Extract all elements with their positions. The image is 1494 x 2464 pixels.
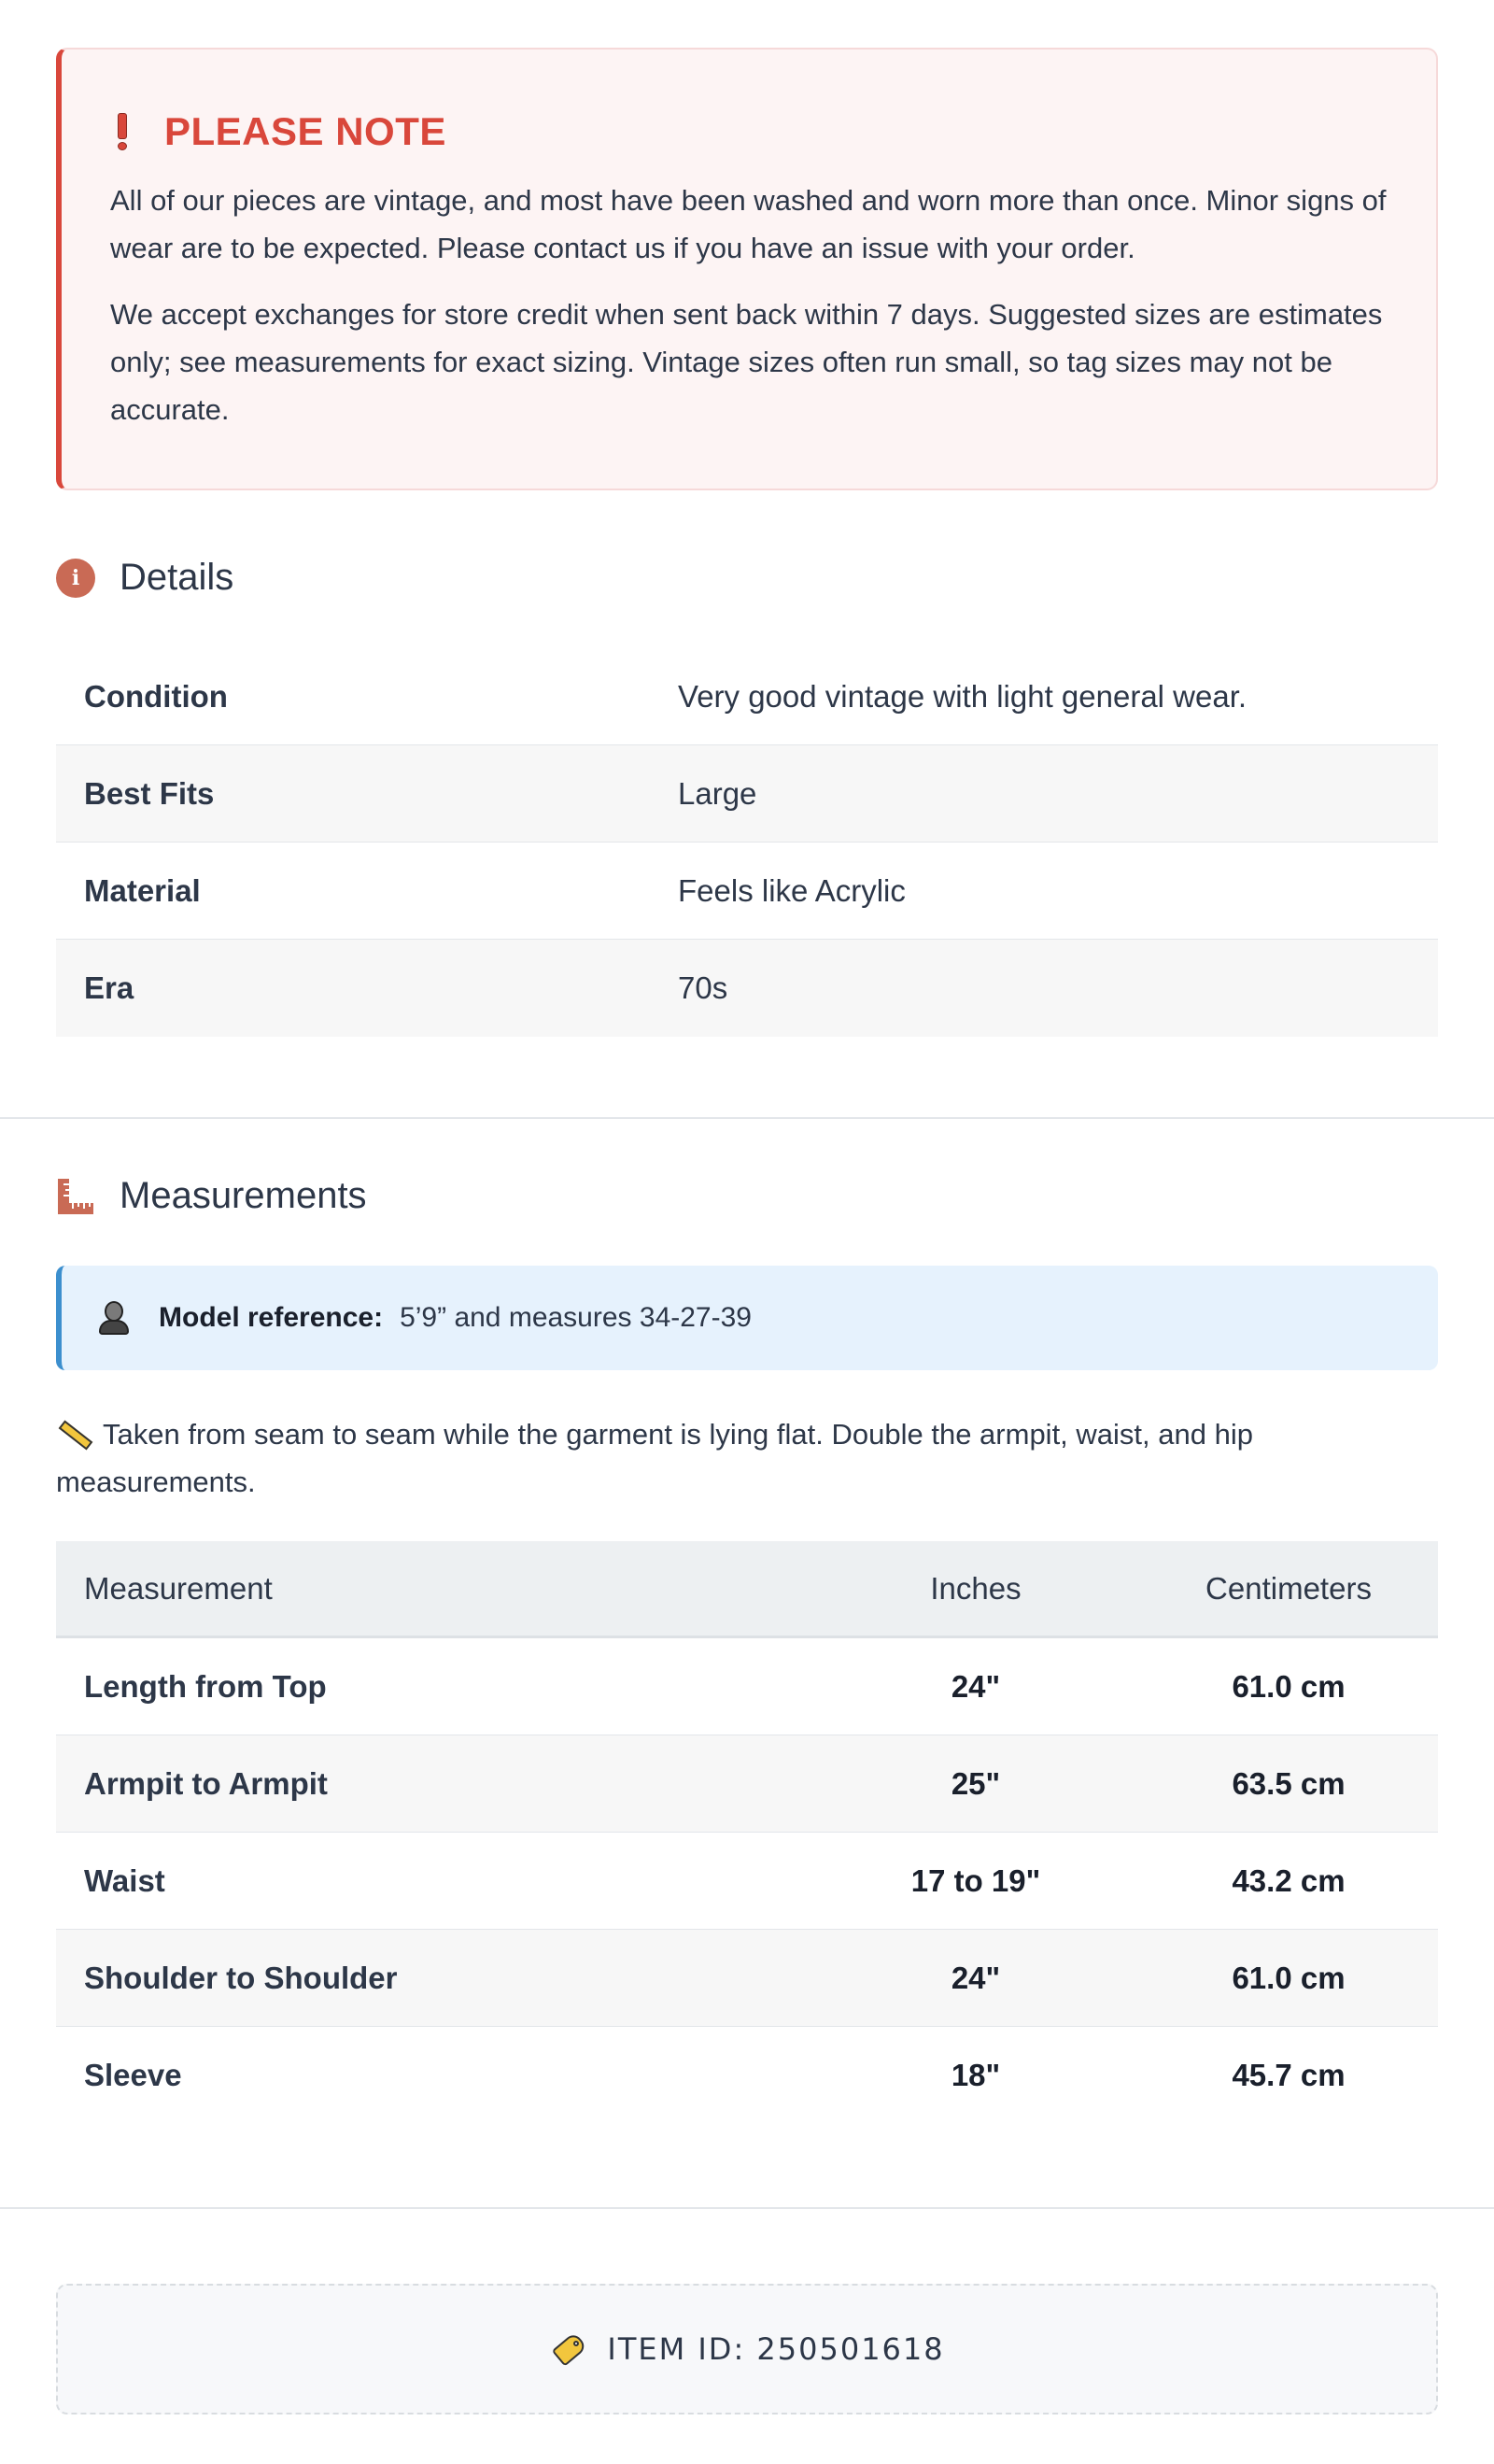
ruler-icon — [56, 1177, 95, 1216]
header-centimeters: Centimeters — [1205, 1570, 1372, 1606]
details-row — [56, 648, 1438, 745]
exclamation-icon — [110, 113, 134, 150]
measurement-inches: 18" — [951, 2058, 1001, 2092]
details-title: Details — [120, 557, 234, 598]
note-paragraph-returns: All of our pieces are vintage, and most have been washed and worn more than once. Minor signs of wear are to be expected. Please contact us if you have an issue with your order. — [110, 184, 1387, 264]
model-reference-value: 5’9” and measures 34-27-39 — [400, 1302, 752, 1333]
header-inches: Inches — [930, 1570, 1022, 1606]
tag-icon — [549, 2329, 588, 2369]
info-icon: i — [56, 559, 95, 598]
please-note-box — [56, 48, 1438, 490]
measurement-name: Waist — [84, 1862, 165, 1898]
details-label: Material — [84, 872, 201, 908]
straight-ruler-icon — [56, 1420, 92, 1448]
table-row — [56, 1735, 1438, 1833]
measuring-note-text: Taken from seam to seam while the garment is lying flat. Double the armpit, waist, and hip measurements. — [56, 1418, 1253, 1498]
header-measurement: Measurement — [84, 1570, 273, 1606]
measurements-header — [56, 1175, 367, 1217]
details-value: Large — [678, 775, 757, 811]
measurement-name: Armpit to Armpit — [84, 1765, 328, 1801]
table-row — [56, 1930, 1438, 2027]
table-header-row — [56, 1541, 1438, 1638]
details-header — [56, 557, 233, 599]
note-paragraph-exchanges: We accept exchanges for store credit when sent back within 7 days. Suggested sizes are estimates only; see measurements for exact sizing. Vintage sizes often run small, so tag sizes may not be accurate. — [110, 298, 1383, 426]
model-reference-label: Model reference: — [159, 1302, 384, 1333]
model-reference-box — [56, 1266, 1438, 1370]
details-table — [56, 648, 1438, 1037]
details-label: Best Fits — [84, 775, 215, 811]
details-value: 70s — [678, 970, 728, 1005]
measurement-cm: 63.5 cm — [1232, 1765, 1346, 1801]
measurements-table — [56, 1541, 1438, 2124]
measurement-inches: 24" — [951, 1960, 1001, 1995]
measurement-name: Sleeve — [84, 2058, 182, 2092]
person-icon — [97, 1299, 131, 1337]
note-title: PLEASE NOTE — [164, 109, 446, 153]
details-row — [56, 745, 1438, 843]
item-id: ITEM ID: 250501618 — [607, 2331, 945, 2367]
measurement-cm: 61.0 cm — [1232, 1668, 1346, 1704]
details-label: Condition — [84, 678, 228, 714]
details-value: Feels like Acrylic — [678, 872, 906, 908]
details-value: Very good vintage with light general wear. — [678, 678, 1247, 714]
table-row — [56, 2027, 1438, 2124]
section-divider — [0, 2207, 1494, 2209]
details-row — [56, 843, 1438, 940]
details-row — [56, 940, 1438, 1037]
measurement-inches: 25" — [951, 1765, 1001, 1801]
table-row — [56, 1638, 1438, 1735]
table-body — [56, 1638, 1438, 2124]
measurement-inches: 17 to 19" — [910, 1862, 1041, 1898]
measuring-note — [56, 1410, 1438, 1506]
note-header — [110, 106, 1388, 158]
measurement-cm: 45.7 cm — [1232, 2058, 1346, 2092]
measurement-cm: 61.0 cm — [1232, 1960, 1346, 1995]
details-label: Era — [84, 970, 134, 1005]
item-id-box — [56, 2284, 1438, 2414]
measurement-cm: 43.2 cm — [1232, 1862, 1346, 1898]
table-row — [56, 1833, 1438, 1930]
measurement-inches: 24" — [951, 1668, 1001, 1704]
measurement-name: Shoulder to Shoulder — [84, 1960, 398, 1995]
measurement-name: Length from Top — [84, 1668, 327, 1704]
measurements-title: Measurements — [120, 1175, 367, 1216]
section-divider — [0, 1117, 1494, 1119]
